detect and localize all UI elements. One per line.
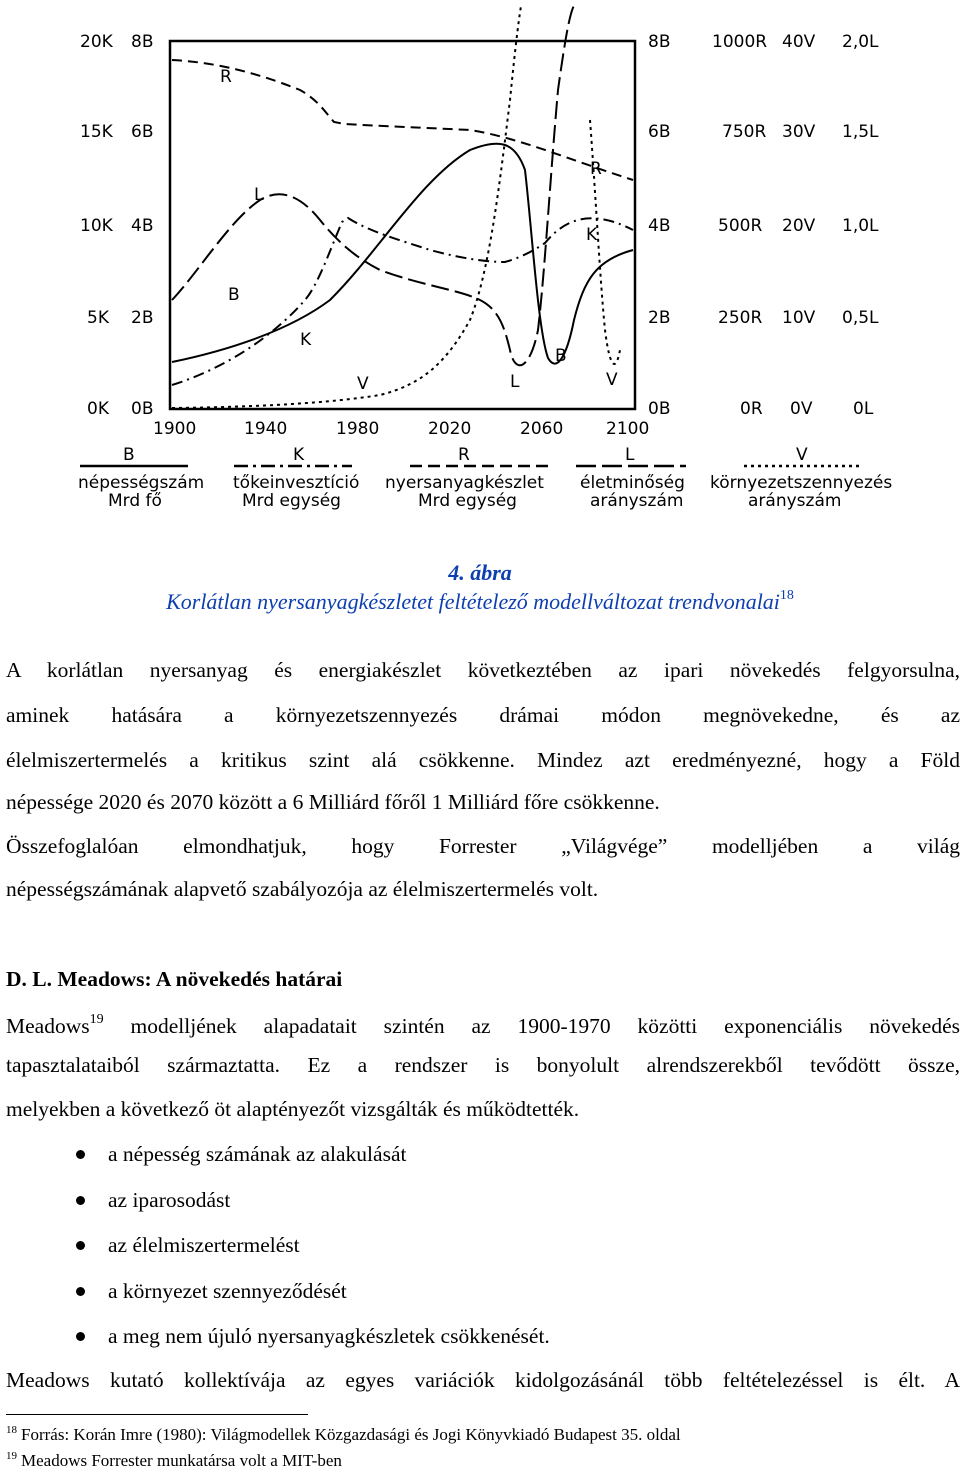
legend-item-r [385,445,548,511]
tick-label: 8B [131,32,154,52]
tick-label: 20V [782,216,816,236]
tick-label: 0B [131,399,154,419]
list-item: a meg nem újuló nyersanyagkészletek csökkenését. [0,1314,550,1360]
tick-label: 0B [648,399,671,419]
tick-label: 10K [80,216,113,236]
tick-label: 0R [740,399,763,419]
legend-item-v [710,445,892,511]
paragraph-4: Meadows kutató kollektívája az egyes variációk kidolgozásánál több feltételezéssel is élt. A [6,1368,960,1392]
legend-line1: népességszám [78,473,205,493]
tick-label: 20K [80,32,113,52]
tick-label: 4B [648,216,671,236]
trend-chart [0,0,960,530]
list-item: a népesség számának az alakulását [0,1132,550,1178]
legend-letter: K [293,445,305,465]
legend-item-b [78,445,204,511]
curve-labels [220,67,618,394]
x-tick-label: 1900 [153,419,197,439]
curve-label-k: K [300,330,312,350]
footnote-ref[interactable]: 19 [89,1012,104,1027]
tick-label: 2B [131,308,154,328]
tick-label: 5K [87,308,109,328]
x-tick-label: 1940 [244,419,288,439]
text-line: Összefoglalóan elmondhatjuk, hogy Forrester „Világvége” modelljében a világ [6,834,960,858]
tick-label: 0L [853,399,874,419]
bullet-icon [76,1241,85,1250]
tick-label: 30V [782,122,816,142]
legend [78,445,892,511]
text-line: élelmiszertermelés a kritikus szint alá csökkenne. Mindez azt eredményezné, hogy a Föld [6,748,960,772]
legend-letter: L [625,445,635,465]
bullet-icon [76,1150,85,1159]
legend-item-l [576,445,686,511]
legend-line2: Mrd egység [242,491,341,511]
legend-line1: életminőség [580,473,685,493]
tick-label: 0V [790,399,813,419]
curve-label-b: B [555,346,567,366]
right-axis-v [782,32,816,419]
curve-r-resources [172,60,633,180]
caption-title: Korlátlan nyersanyagkészletet feltételező modellváltozat trendvonalai [166,589,780,614]
bullet-icon [76,1332,85,1341]
text-line: tapasztalataiból származtatta. Ez a rendszer is bonyolult alrendszerekből tevődött össze, [6,1053,960,1077]
curve-label-r: R [590,159,602,179]
legend-line2: arányszám [590,491,684,511]
text-line: melyekben a következő öt alaptényezőt vizsgálták és működtették. [6,1097,580,1121]
tick-label: 500R [718,216,763,236]
legend-line1: tőkeinvesztíció [233,473,360,493]
curve-v-pollution [172,6,620,408]
curve-label-v: V [357,374,369,394]
legend-letter: R [458,445,470,465]
tick-label: 15K [80,122,113,142]
curve-label-b: B [228,285,240,305]
footnote-divider [6,1414,308,1415]
tick-label: 2B [648,308,671,328]
footnote-18: $^{18}$ Forrás: Korán Imre (1980): Világmodellek Közgazdasági és Jogi Könyvkiadó Budapest 35. oldal [6,1424,681,1444]
text-line: Meadows$^{19}$ modelljének alapadatait szintén az 1900-1970 közötti exponenciális növekedés [6,1012,960,1038]
curve-label-r: R [220,67,232,87]
x-tick-label: 2060 [520,419,564,439]
text-line: A korlátlan nyersanyag és energiakészlet következtében az ipari növekedés felgyorsulna, [6,658,960,682]
footnote-ref[interactable]: 18 [779,588,794,603]
left-axis-b [131,32,153,419]
tick-label: 750R [722,122,767,142]
legend-item-k [233,445,359,511]
x-tick-label: 2100 [606,419,650,439]
tick-label: 10V [782,308,816,328]
footnote-19: $^{19}$ Meadows Forrester munkatársa volt a MIT-ben [6,1450,342,1470]
x-axis [153,419,649,439]
left-axis-k [80,32,114,419]
tick-label: 1,5L [842,122,879,142]
curve-label-l: L [510,372,520,392]
bullet-icon [76,1287,85,1296]
list-item: az iparosodást [0,1178,550,1224]
tick-label: 1,0L [842,216,879,236]
legend-letter: V [796,445,808,465]
right-axis-r [712,32,767,419]
x-tick-label: 2020 [428,419,472,439]
legend-letter: B [123,445,135,465]
factor-list [0,1132,550,1360]
bullet-icon [76,1196,85,1205]
tick-label: 2,0L [842,32,879,52]
curve-label-v: V [606,370,618,390]
tick-label: 1000R [712,32,768,52]
right-axis-b [648,32,670,419]
legend-line2: Mrd fő [108,491,162,511]
text-line: népessége 2020 és 2070 között a 6 Milliárd főről 1 Milliárd főre csökkenne. [6,790,660,814]
x-tick-label: 1980 [336,419,380,439]
curve-label-k: K [586,225,598,245]
legend-line1: nyersanyagkészlet [385,473,544,493]
tick-label: 6B [131,122,154,142]
tick-label: 6B [648,122,671,142]
right-axis-l [842,32,879,419]
tick-label: 40V [782,32,816,52]
legend-line2: arányszám [748,491,842,511]
list-item: a környezet szennyeződését [0,1269,550,1315]
tick-label: 4B [131,216,154,236]
section-heading: D. L. Meadows: A növekedés határai [6,967,343,991]
tick-label: 8B [648,32,671,52]
text-line: aminek hatására a környezetszennyezés drámai módon megnövekedne, és az [6,703,960,727]
curve-label-l: L [254,185,264,205]
tick-label: 0,5L [842,308,879,328]
text-line: népességszámának alapvető szabályozója az élelmiszertermelés volt. [6,877,599,901]
list-item: az élelmiszertermelést [0,1223,550,1269]
legend-line1: környezetszennyezés [710,473,893,493]
curve-b-population [172,144,633,364]
tick-label: 0K [87,399,109,419]
figure-number: 4. ábra [448,560,512,585]
legend-line2: Mrd egység [418,491,517,511]
tick-label: 250R [718,308,763,328]
figure-caption [0,588,960,615]
